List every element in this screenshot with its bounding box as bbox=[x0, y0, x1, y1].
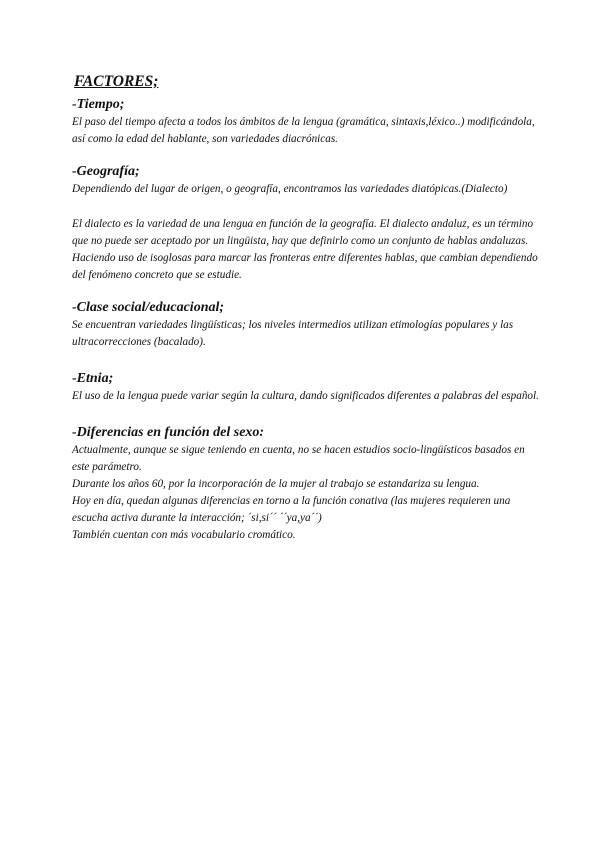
section-heading-tiempo: -Tiempo; bbox=[72, 97, 125, 112]
document-page bbox=[72, 72, 542, 544]
section-heading-clase-social: -Clase social/educacional; bbox=[72, 300, 225, 315]
paragraph-sexo-4: También cuentan con más vocabulario cromático. bbox=[72, 529, 296, 541]
document-title: FACTORES; bbox=[74, 73, 159, 90]
section-heading-etnia: -Etnia; bbox=[72, 371, 114, 386]
section-sexo bbox=[72, 423, 542, 544]
section-tiempo bbox=[72, 95, 542, 148]
paragraph-sexo-2: Durante los años 60, por la incorporación de la mujer al trabajo se estandariza su lengua. bbox=[72, 478, 480, 490]
paragraph-geografia: Dependiendo del lugar de origen, o geografía, encontramos las variedades diatópicas.(Dialecto) bbox=[72, 183, 508, 195]
section-heading-geografia: -Geografía; bbox=[72, 164, 140, 179]
section-heading-sexo: -Diferencias en función del sexo: bbox=[72, 425, 265, 440]
section-clase-social bbox=[72, 298, 542, 351]
paragraph-clase-social: Se encuentran variedades lingüísticas; los niveles intermedios utilizan etimologías populares y las ultracorrecciones (bacalado). bbox=[72, 319, 514, 348]
section-etnia bbox=[72, 369, 542, 405]
paragraph-sexo-3: Hoy en día, quedan algunas diferencias en torno a la función conativa (las mujeres requieren una escucha activa durante la interacción; ´si,si´´ ´´ya,ya´´) bbox=[72, 495, 511, 524]
section-geografia bbox=[72, 162, 542, 198]
paragraph-etnia: El uso de la lengua puede variar según la cultura, dando significados diferentes a palabras del español. bbox=[72, 390, 539, 402]
paragraph-sexo-1: Actualmente, aunque se sigue teniendo en cuenta, no se hacen estudios socio-lingüísticos basados en este parámetro. bbox=[72, 444, 525, 473]
paragraph-dialecto: El dialecto es la variedad de una lengua en función de la geografía. El dialecto andaluz, es un término que no puede ser aceptado por un lingüista, hay que definirlo como un conjunto de hablas andaluzas. Haciendo uso de isoglosas para marcar las fronteras entre diferentes hablas, que cambian dependiendo del fenómeno concreto que se estudie. bbox=[72, 218, 538, 281]
section-dialecto bbox=[72, 216, 542, 284]
paragraph-tiempo: El paso del tiempo afecta a todos los ámbitos de la lengua (gramática, sintaxis,léxico..) modificándola, así como la edad del hablante, son variedades diacrónicas. bbox=[72, 116, 535, 145]
